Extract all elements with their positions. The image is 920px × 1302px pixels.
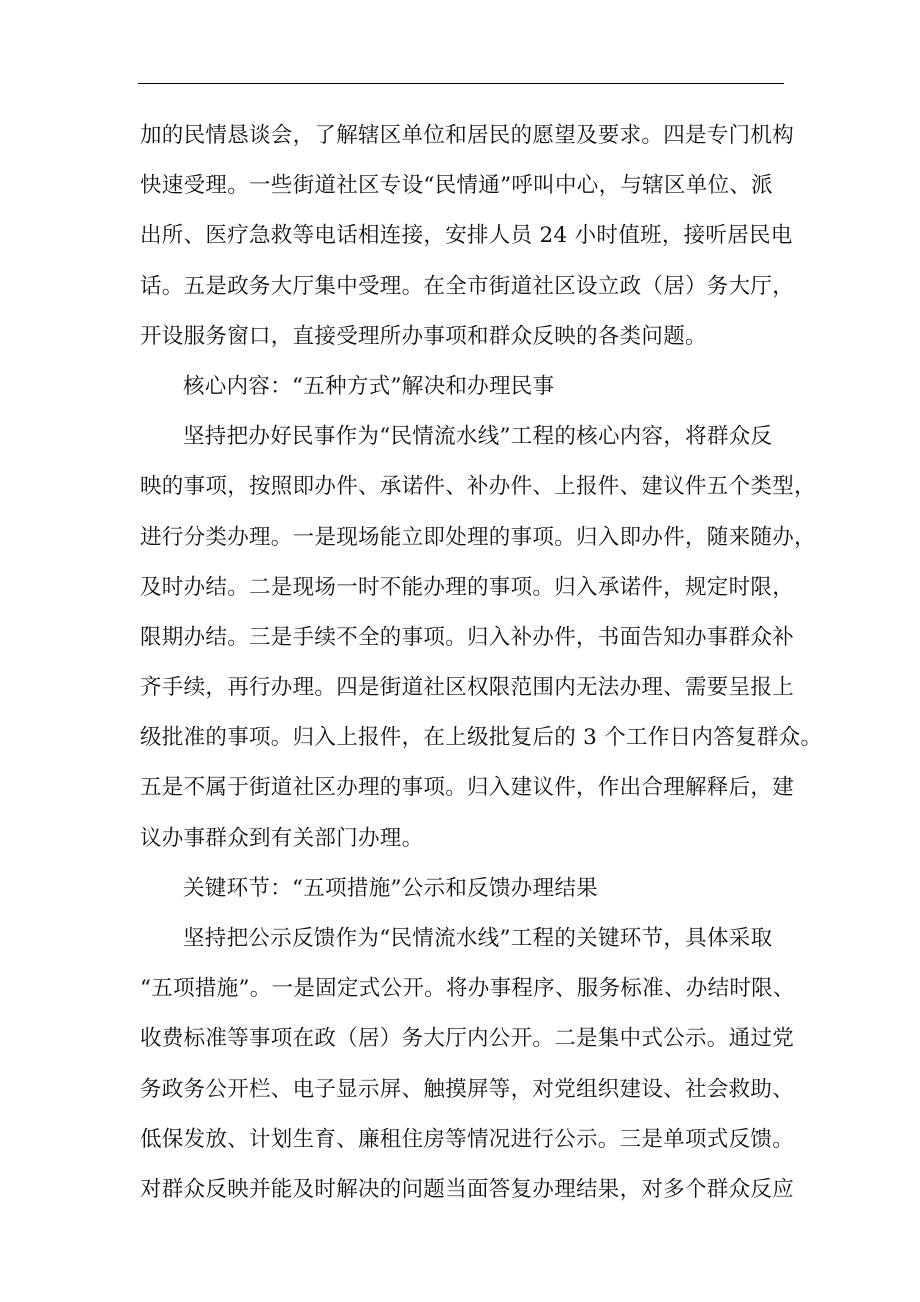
text-line: 关键环节：“五项措施”公示和反馈办理结果 (183, 875, 598, 901)
text-line: 核心内容：“五种方式”解决和办理民事 (183, 373, 555, 399)
text-line: 坚持把公示反馈作为“民情流水线”工程的关键环节，具体采取 (183, 926, 773, 951)
text-line: 低保发放、计划生育、廉租住房等情况进行公示。三是单项式反馈。 (140, 1126, 795, 1152)
text-line: 开设服务窗口，直接受理所办事项和群众反映的各类问题。 (140, 323, 707, 349)
text-line: 出所、医疗急救等电话相连接，安排人员 24 小时值班，接听居民电 (140, 223, 793, 249)
text-line: 级批准的事项。归入上报件，在上级批复后的 3 个工作日内答复群众。 (140, 725, 823, 751)
text-line: 对群众反映并能及时解决的问题当面答复办理结果，对多个群众反应 (140, 1176, 795, 1202)
text-line: 进行分类办理。一是现场能立即处理的事项。归入即办件，随来随办， (140, 524, 816, 550)
text-line: 快速受理。一些街道社区专设“民情通”呼叫中心，与辖区单位、派 (140, 173, 773, 199)
text-line: 五是不属于街道社区办理的事项。归入建议件，作出合理解释后，建 (140, 775, 795, 801)
body-text (140, 111, 823, 1215)
header-rule (138, 83, 784, 84)
text-line: 加的民情恳谈会，了解辖区单位和居民的愿望及要求。四是专门机构 (140, 123, 795, 148)
text-line: 坚持把办好民事作为“民情流水线”工程的核心内容，将群众反 (183, 424, 773, 450)
text-line: 收费标准等事项在政（居）务大厅内公开。二是集中式公示。通过党 (140, 1026, 795, 1052)
text-line: 务政务公开栏、电子显示屏、触摸屏等，对党组织建设、社会救助、 (140, 1076, 795, 1102)
text-line: 映的事项，按照即办件、承诺件、补办件、上报件、建议件五个类型， (140, 474, 816, 500)
text-line: 及时办结。二是现场一时不能办理的事项。归入承诺件，规定时限， (140, 574, 795, 600)
text-line: 限期办结。三是手续不全的事项。归入补办件，书面告知办事群众补 (140, 624, 795, 650)
text-line: 议办事群众到有关部门办理。 (140, 825, 424, 851)
text-line: 齐手续，再行办理。四是街道社区权限范围内无法办理、需要呈报上 (140, 675, 795, 701)
text-line: 话。五是政务大厅集中受理。在全市街道社区设立政（居）务大厅， (140, 273, 795, 299)
text-line: “五项措施”。一是固定式公开。将办事程序、服务标准、办结时限、 (140, 976, 795, 1002)
